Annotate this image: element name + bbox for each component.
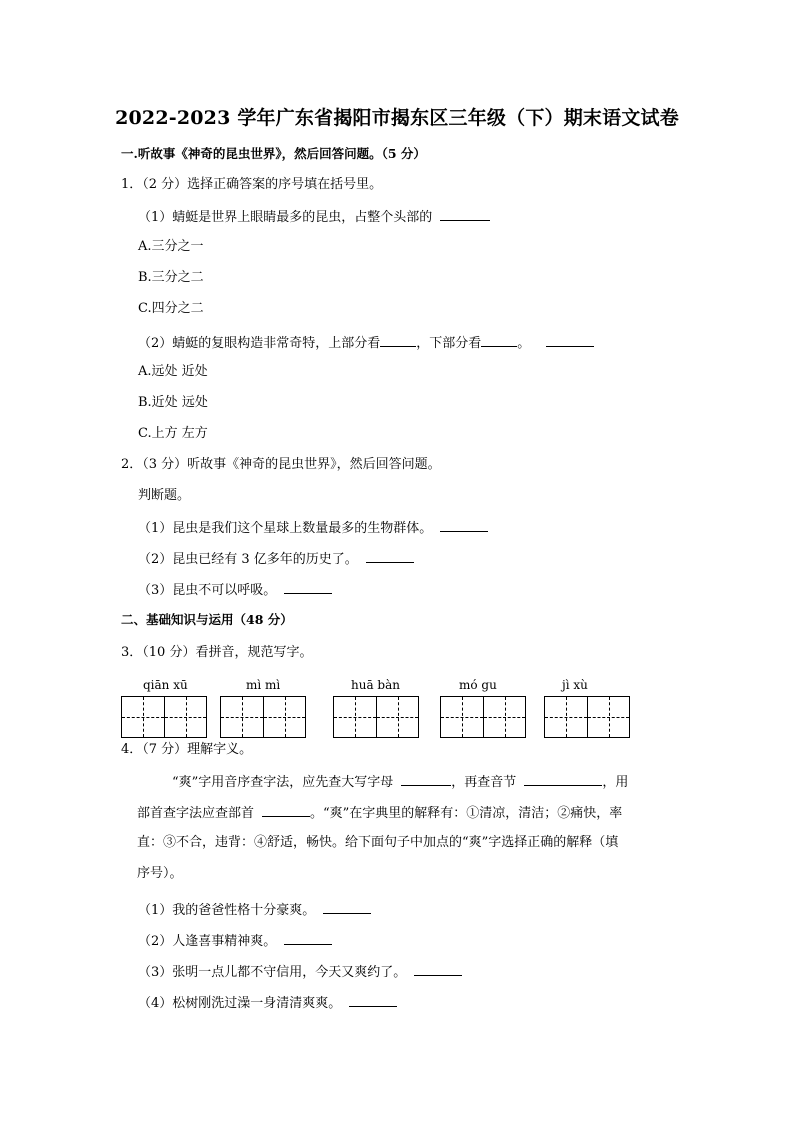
pinyin-label: mó gu <box>459 678 497 692</box>
option-c: C.上方 左方 <box>138 426 208 441</box>
question-2-stem: 2．（3 分）听故事《神奇的昆虫世界》，然后回答问题。 <box>121 457 441 472</box>
pinyin-label: huā bàn <box>351 678 400 692</box>
question-1-sub-1 <box>138 206 490 228</box>
question-text: （4）松树刚洗过澡一身清清爽爽。 <box>138 996 342 1011</box>
question-text: ，下部分看 <box>416 336 482 351</box>
para-text: “爽”字用音序查字法，应先查大写字母 <box>172 775 394 790</box>
para-text: ，用 <box>602 775 629 790</box>
section-heading-2: 二、基础知识与运用（48 分） <box>121 612 293 627</box>
question-2-item-1 <box>138 517 488 539</box>
question-4-item-2 <box>138 930 332 952</box>
question-text: （1）我的爸爸性格十分豪爽。 <box>138 903 316 918</box>
question-4-item-1 <box>138 899 371 921</box>
answer-blank[interactable] <box>262 802 310 817</box>
writing-cell[interactable] <box>164 697 206 737</box>
answer-blank[interactable] <box>366 548 414 563</box>
answer-blank[interactable] <box>546 332 594 347</box>
question-4-item-4 <box>138 992 397 1014</box>
writing-cell[interactable] <box>441 697 483 737</box>
writing-grid[interactable] <box>220 696 306 738</box>
writing-cell[interactable] <box>483 697 525 737</box>
question-text: （3）昆虫不可以呼吸。 <box>138 583 277 598</box>
question-4-para-line-4: 序号）。 <box>137 866 183 881</box>
para-text: 。“爽”在字典里的解释有：①清凉，清洁；②痛快，率 <box>310 806 623 821</box>
writing-cell[interactable] <box>221 697 263 737</box>
question-4-stem: 4．（7 分）理解字义。 <box>121 742 253 757</box>
answer-blank[interactable] <box>323 899 371 914</box>
option-b: B.三分之二 <box>138 270 204 285</box>
section-heading-1: 一.听故事《神奇的昆虫世界》，然后回答问题。（5 分） <box>121 146 426 161</box>
question-2-item-3 <box>138 579 332 601</box>
question-4-para-line-2 <box>137 802 622 824</box>
writing-cell[interactable] <box>263 697 305 737</box>
answer-blank[interactable] <box>440 206 490 221</box>
pinyin-label: mì mì <box>246 678 281 692</box>
answer-blank[interactable] <box>401 771 451 786</box>
question-text: 。 <box>517 336 531 351</box>
answer-blank[interactable] <box>349 992 397 1007</box>
question-text: （2）昆虫已经有 3 亿多年的历史了。 <box>138 552 358 567</box>
question-4-para-line-3: 直：③不合，违背：④舒适，畅快。给下面句子中加点的“爽”字选择正确的解释（填 <box>137 835 619 850</box>
answer-blank[interactable] <box>380 332 416 347</box>
question-text: （3）张明一点儿都不守信用，今天又爽约了。 <box>138 965 407 980</box>
question-text: （2）蜻蜓的复眼构造非常奇特，上部分看 <box>138 336 381 351</box>
question-1-stem: 1．（2 分）选择正确答案的序号填在括号里。 <box>121 177 383 192</box>
writing-grid[interactable] <box>440 696 526 738</box>
writing-grid[interactable] <box>544 696 630 738</box>
writing-grid[interactable] <box>333 696 419 738</box>
writing-cell[interactable] <box>334 697 376 737</box>
question-2-item-2 <box>138 548 414 570</box>
writing-grid[interactable] <box>121 696 207 738</box>
writing-cell[interactable] <box>122 697 164 737</box>
option-c: C.四分之二 <box>138 301 204 316</box>
question-4-para-line-1 <box>172 771 628 793</box>
answer-blank[interactable] <box>481 332 517 347</box>
question-4-item-3 <box>138 961 462 983</box>
option-b: B.近处 远处 <box>138 395 208 410</box>
option-a: A.远处 近处 <box>138 364 208 379</box>
writing-cell[interactable] <box>376 697 418 737</box>
page-title: 2022-2023 学年广东省揭阳市揭东区三年级（下）期末语文试卷 <box>115 107 679 129</box>
writing-cell[interactable] <box>545 697 587 737</box>
answer-blank[interactable] <box>414 961 462 976</box>
pinyin-label: jì xù <box>562 678 588 692</box>
question-text: （1）蜻蜓是世界上眼睛最多的昆虫，占整个头部的 <box>138 210 433 225</box>
question-1-sub-2 <box>138 332 594 354</box>
pinyin-label: qiān xū <box>143 678 188 692</box>
answer-blank[interactable] <box>284 930 332 945</box>
question-3-stem: 3．（10 分）看拼音，规范写字。 <box>121 645 313 660</box>
writing-cell[interactable] <box>587 697 629 737</box>
option-a: A.三分之一 <box>138 239 204 254</box>
para-text: 部首查字法应查部首 <box>137 806 255 821</box>
question-text: （2）人逢喜事精神爽。 <box>138 934 277 949</box>
answer-blank[interactable] <box>440 517 488 532</box>
question-text: （1）昆虫是我们这个星球上数量最多的生物群体。 <box>138 521 433 536</box>
answer-blank[interactable] <box>284 579 332 594</box>
answer-blank[interactable] <box>524 771 602 786</box>
question-2-note: 判断题。 <box>138 488 191 503</box>
para-text: ，再查音节 <box>451 775 517 790</box>
